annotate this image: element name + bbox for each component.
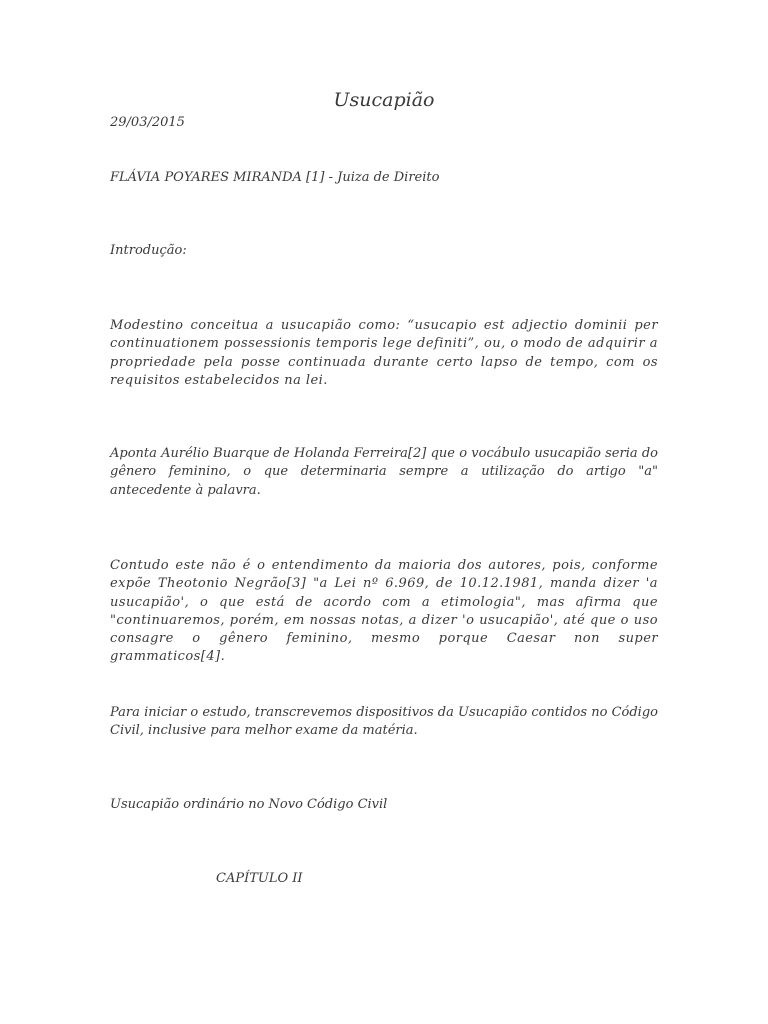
intro-heading: Introdução: <box>110 243 187 258</box>
section-heading: Usucapião ordinário no Novo Código Civil <box>110 797 388 812</box>
paragraph-1: Modestino conceitua a usucapião como: “usucapio est adjectio dominii per continuationem possessionis temporis lege definiti”, ou, o modo de adquirir a propriedade pela posse continuada durante certo lapso de tempo, com os requisitos estabelecidos na lei. <box>110 318 658 388</box>
author-line: FLÁVIA POYARES MIRANDA [1] - Juiza de Direito <box>110 170 440 185</box>
document-date: 29/03/2015 <box>110 115 185 130</box>
paragraph-3: Contudo este não é o entendimento da maioria dos autores, pois, conforme expõe Theotonio Negrão[3] "a Lei nº 6.969, de 10.12.1981, manda dizer 'a usucapião', o que está de acordo com a etimologia", mas afirma que "continuaremos, porém, em nossas notas, a dizer 'o usucapião', até que o uso consagre o gênero feminino, mesmo porque Caesar non super grammaticos[4]. <box>110 558 658 665</box>
paragraph-4: Para iniciar o estudo, transcrevemos dispositivos da Usucapião contidos no Código Civil, inclusive para melhor exame da matéria. <box>110 705 658 739</box>
paragraph-2: Aponta Aurélio Buarque de Holanda Ferreira[2] que o vocábulo usucapião seria do gênero feminino, o que determinaria sempre a utilização do artigo "a" antecedente à palavra. <box>110 446 658 498</box>
chapter-heading: CAPÍTULO II <box>216 871 303 886</box>
document-title: Usucapião <box>333 89 435 111</box>
